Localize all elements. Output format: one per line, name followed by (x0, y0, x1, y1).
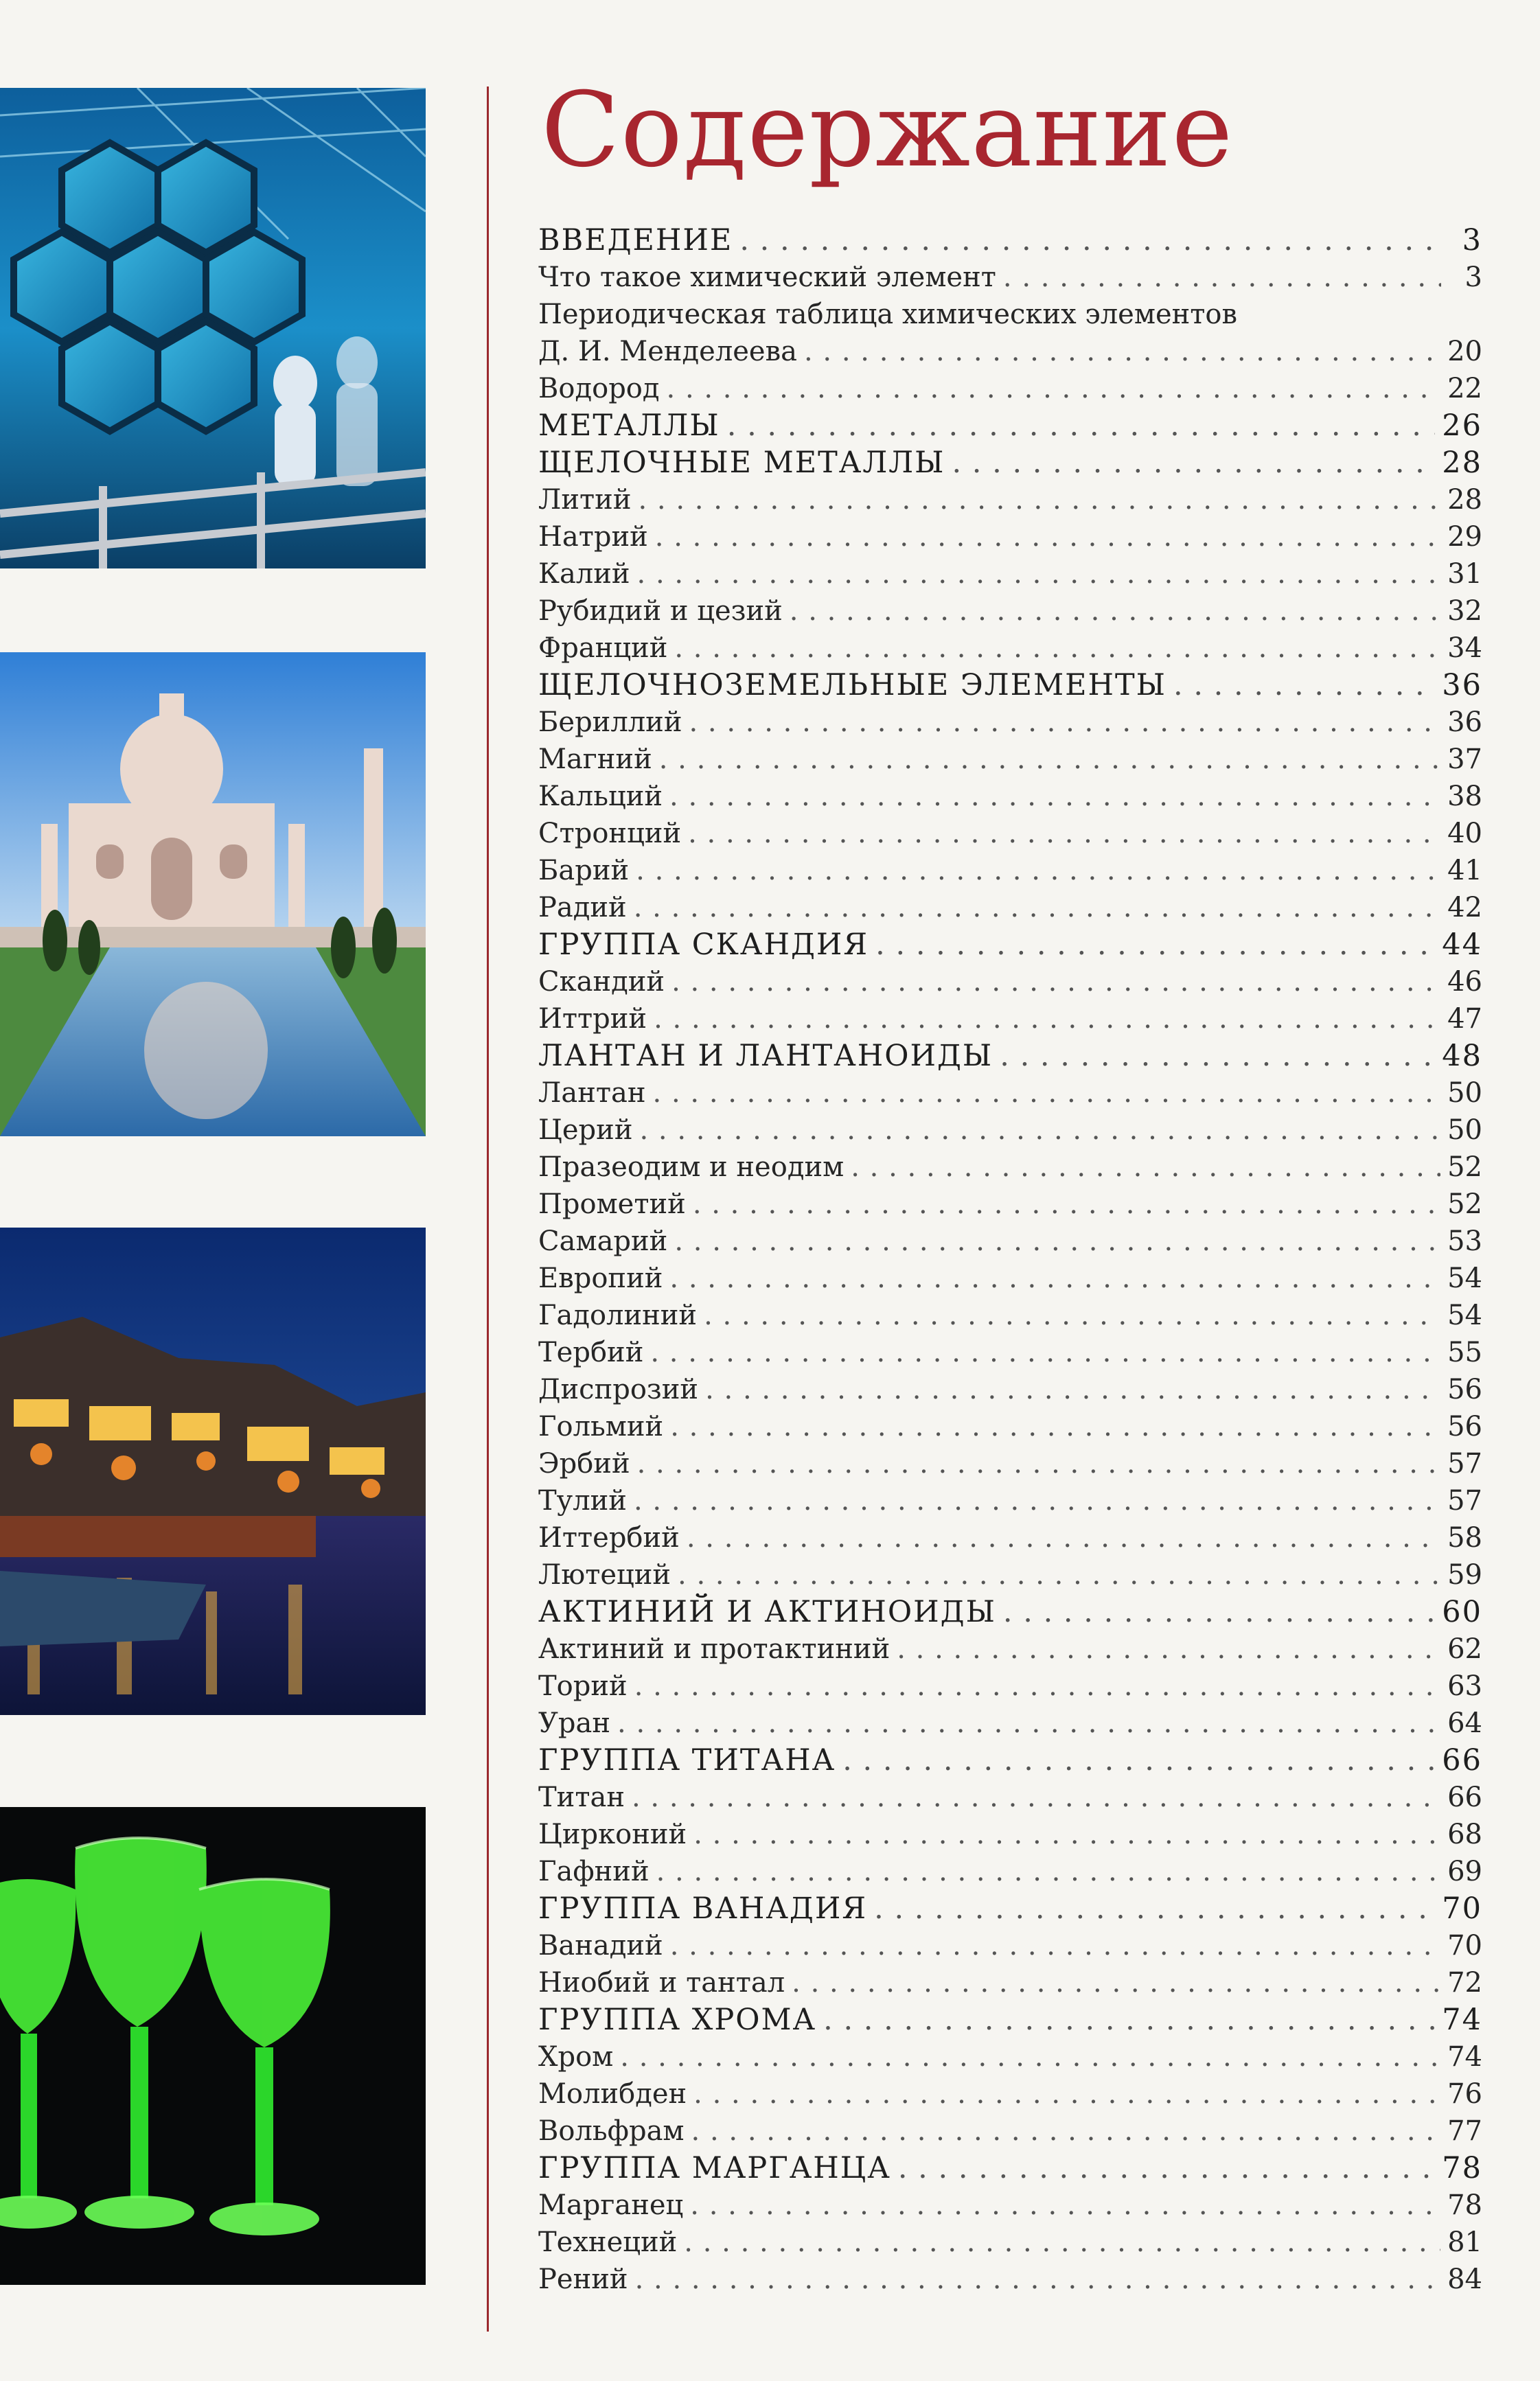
toc-page-number: 20 (1447, 336, 1482, 367)
toc-entry-label: ЩЕЛОЧНЫЕ МЕТАЛЛЫ (538, 446, 945, 480)
dot-leader (952, 444, 1435, 481)
vertical-divider-rule (487, 87, 489, 2332)
toc-entry-label: Скандий (538, 966, 665, 998)
dot-leader (1000, 1037, 1435, 1074)
taj-mahal-photo (0, 652, 426, 1136)
toc-page-number: 54 (1447, 1263, 1482, 1294)
toc-section (538, 407, 1482, 444)
dot-leader (653, 1074, 1441, 1112)
toc-entry (538, 1964, 1482, 2001)
toc-page-number: 66 (1447, 1782, 1482, 1813)
toc-page-number: 76 (1447, 2078, 1482, 2110)
toc-entry (538, 370, 1482, 407)
dot-leader (875, 926, 1435, 963)
dot-leader (674, 1223, 1440, 1260)
dot-leader (639, 481, 1441, 518)
toc-entry (538, 1631, 1482, 1668)
toc-page-number: 57 (1447, 1448, 1482, 1480)
dot-leader (1003, 259, 1441, 296)
toc-section (538, 926, 1482, 963)
uranium-glass-goblets-photo (0, 1807, 426, 2285)
toc-entry-label: Иттербий (538, 1522, 680, 1554)
dot-leader (670, 1927, 1440, 1964)
toc-entry-label: Рубидий и цезий (538, 595, 783, 627)
toc-page-number: 29 (1447, 521, 1482, 553)
dot-leader (637, 555, 1441, 593)
dot-leader (704, 1297, 1440, 1334)
toc-entry (538, 259, 1482, 296)
toc-page-number: 38 (1447, 781, 1482, 812)
toc-page-number: 28 (1447, 484, 1482, 516)
dot-leader (687, 1519, 1440, 1556)
dot-leader (1173, 667, 1435, 704)
toc-entry-label: Европий (538, 1263, 663, 1294)
toc-entry-label: ЛАНТАН И ЛАНТАНОИДЫ (538, 1039, 993, 1073)
toc-entry-label: ГРУППА ВАНАДИЯ (538, 1891, 868, 1926)
dot-leader (671, 963, 1440, 1000)
toc-entry-label: Гафний (538, 1856, 650, 1887)
toc-entry (538, 963, 1482, 1000)
dot-leader (898, 2150, 1435, 2187)
toc-entry-label: Торий (538, 1670, 628, 1702)
toc-entry-label: Иттрий (538, 1003, 647, 1035)
toc-entry-label: Калий (538, 558, 630, 590)
toc-page-number: 84 (1447, 2264, 1482, 2295)
toc-entry (538, 889, 1482, 926)
toc-entry (538, 333, 1482, 370)
toc-page-number: 77 (1447, 2115, 1482, 2147)
toc-page-number: 31 (1447, 558, 1482, 590)
table-of-contents (538, 72, 1482, 2298)
toc-page-number: 48 (1442, 1039, 1482, 1073)
dot-leader (823, 2001, 1435, 2038)
toc-entry-label: Технеций (538, 2227, 678, 2258)
toc-entry (538, 2224, 1482, 2261)
dot-leader (739, 222, 1441, 259)
toc-entry (538, 1779, 1482, 1816)
toc-page-number: 50 (1447, 1077, 1482, 1109)
toc-entry-label: Лантан (538, 1077, 646, 1109)
toc-section (538, 667, 1482, 704)
toc-page-number: 28 (1442, 446, 1482, 480)
toc-page-number: 78 (1442, 2151, 1482, 2185)
toc-entry (538, 555, 1482, 593)
toc-entry-label: Бериллий (538, 706, 682, 738)
toc-page-number: 40 (1447, 818, 1482, 849)
toc-page-number: 3 (1462, 223, 1482, 257)
toc-page-number: 55 (1447, 1337, 1482, 1368)
toc-page-number: 72 (1447, 1967, 1482, 1999)
toc-page-number: 36 (1447, 706, 1482, 738)
dot-leader (674, 630, 1440, 667)
toc-entry-label: Тербий (538, 1337, 644, 1368)
toc-entry-label: Ванадий (538, 1930, 663, 1962)
toc-entry-label: Самарий (538, 1226, 668, 1257)
toc-entry (538, 1223, 1482, 1260)
toc-page-number: 54 (1447, 1300, 1482, 1331)
page-title: Содержание (541, 71, 1234, 190)
toc-page-number: 53 (1447, 1226, 1482, 1257)
dot-leader (669, 778, 1440, 815)
telescope-mirror-segments-photo (0, 88, 426, 568)
toc-page-number: 59 (1447, 1559, 1482, 1591)
toc-entry-label: Титан (538, 1782, 625, 1813)
toc-entry (538, 1074, 1482, 1112)
toc-entry-label: ГРУППА СКАНДИЯ (538, 928, 869, 962)
dot-leader (804, 333, 1440, 370)
toc-entry (538, 1445, 1482, 1482)
toc-entry-label: МЕТАЛЛЫ (538, 409, 720, 443)
toc-entry-label: Тулий (538, 1485, 627, 1517)
toc-entry-label: Лютеций (538, 1559, 671, 1591)
dot-leader (634, 1668, 1440, 1705)
toc-entry (538, 2075, 1482, 2113)
dot-leader (617, 1705, 1440, 1742)
toc-entry-label: Эрбий (538, 1448, 630, 1480)
toc-section (538, 1594, 1482, 1631)
toc-entry-label: Гадолиний (538, 1300, 698, 1331)
dot-leader (842, 1742, 1435, 1779)
toc-entry (538, 1000, 1482, 1037)
toc-entry (538, 2187, 1482, 2224)
toc-entry (538, 2038, 1482, 2075)
toc-entry (538, 1371, 1482, 1408)
toc-entry (538, 481, 1482, 518)
dot-leader (897, 1631, 1440, 1668)
dot-leader (693, 1186, 1440, 1223)
toc-section (538, 2001, 1482, 2038)
toc-page-number: 81 (1447, 2227, 1482, 2258)
toc-entry-label: Д. И. Менделеева (538, 336, 797, 367)
toc-entry (538, 518, 1482, 555)
toc-page-number: 58 (1447, 1522, 1482, 1554)
toc-page-number: 62 (1447, 1633, 1482, 1665)
dot-leader (851, 1149, 1440, 1186)
toc-page-number: 47 (1447, 1003, 1482, 1035)
toc-page-number: 68 (1447, 1819, 1482, 1850)
toc-page-number: 3 (1464, 262, 1482, 293)
toc-page-number: 32 (1447, 595, 1482, 627)
toc-entry-label: Радий (538, 892, 627, 923)
dot-leader (691, 2113, 1441, 2150)
dot-leader (620, 2038, 1440, 2075)
toc-page-number: 56 (1447, 1411, 1482, 1442)
toc-entry (538, 1705, 1482, 1742)
toc-entry (538, 815, 1482, 852)
dot-leader (636, 852, 1440, 889)
toc-entry-label: Франций (538, 632, 668, 664)
toc-section (538, 222, 1482, 259)
toc-entry-label: ВВЕДЕНИЕ (538, 223, 733, 257)
toc-entry-label: Литий (538, 484, 632, 516)
toc-list (538, 222, 1482, 2298)
toc-entry (538, 1186, 1482, 1223)
toc-page-number: 37 (1447, 744, 1482, 775)
toc-entry (538, 741, 1482, 778)
toc-page-number: 70 (1442, 1891, 1482, 1926)
dot-leader (639, 1112, 1440, 1149)
dot-leader (1003, 1594, 1435, 1631)
toc-page-number: 46 (1447, 966, 1482, 998)
toc-section (538, 1890, 1482, 1927)
toc-entry-label: Уран (538, 1707, 611, 1739)
toc-entry-label: Ниобий и тантал (538, 1967, 785, 1999)
toc-page-number: 52 (1447, 1188, 1482, 1220)
toc-entry (538, 2113, 1482, 2150)
dot-leader (634, 1482, 1440, 1519)
toc-entry-label: Марганец (538, 2189, 684, 2221)
toc-entry-label: ГРУППА ХРОМА (538, 2003, 817, 2037)
dot-leader (689, 704, 1440, 741)
toc-entry-label: ГРУППА ТИТАНА (538, 1743, 836, 1778)
dot-leader (635, 2261, 1441, 2298)
dot-leader (670, 1408, 1440, 1445)
toc-page-number: 56 (1447, 1374, 1482, 1405)
toc-page-number: 44 (1442, 928, 1482, 962)
toc-entry-label: Магний (538, 744, 652, 775)
toc-page-number: 42 (1447, 892, 1482, 923)
dot-leader (634, 889, 1440, 926)
dot-leader (654, 1000, 1440, 1037)
toc-entry (538, 2261, 1482, 2298)
toc-entry-label: ГРУППА МАРГАНЦА (538, 2151, 891, 2185)
dot-leader (693, 2075, 1440, 2113)
toc-page-number: 66 (1442, 1743, 1482, 1778)
toc-entry (538, 1519, 1482, 1556)
toc-page-number: 52 (1447, 1151, 1482, 1183)
dot-leader (632, 1779, 1440, 1816)
toc-entry (538, 852, 1482, 889)
dot-leader (655, 518, 1440, 555)
toc-entry (538, 1556, 1482, 1594)
toc-entry (538, 1816, 1482, 1853)
toc-page-number: 63 (1447, 1670, 1482, 1702)
toc-entry-label: Водород (538, 373, 660, 404)
toc-page-number: 41 (1447, 855, 1482, 886)
toc-page-number: 64 (1447, 1707, 1482, 1739)
toc-page-number: 57 (1447, 1485, 1482, 1517)
toc-page-number: 34 (1447, 632, 1482, 664)
toc-page-number: 78 (1447, 2189, 1482, 2221)
toc-section (538, 444, 1482, 481)
toc-entry (538, 1482, 1482, 1519)
toc-page-number: 36 (1442, 668, 1482, 702)
dot-leader (637, 1445, 1440, 1482)
toc-entry-label: Диспрозий (538, 1374, 699, 1405)
toc-entry (538, 1149, 1482, 1186)
toc-entry-label: Актиний и протактиний (538, 1633, 890, 1665)
toc-entry (538, 1297, 1482, 1334)
dot-leader (727, 407, 1436, 444)
toc-entry (538, 704, 1482, 741)
toc-page-number: 74 (1442, 2003, 1482, 2037)
dot-leader (693, 1816, 1440, 1853)
toc-entry-label: Стронций (538, 818, 682, 849)
toc-entry (538, 1668, 1482, 1705)
dot-leader (684, 2224, 1440, 2261)
toc-entry (538, 1260, 1482, 1297)
toc-entry-label: Вольфрам (538, 2115, 685, 2147)
toc-entry-label: Прометий (538, 1188, 686, 1220)
toc-page-number: 60 (1442, 1595, 1482, 1629)
toc-section (538, 1037, 1482, 1074)
toc-entry-label: Молибден (538, 2078, 687, 2110)
dot-leader (688, 815, 1440, 852)
toc-entry-label: Что такое химический элемент (538, 262, 996, 293)
toc-section (538, 2150, 1482, 2187)
toc-entry (538, 296, 1482, 333)
toc-entry (538, 1334, 1482, 1371)
toc-entry (538, 630, 1482, 667)
dot-leader (650, 1334, 1440, 1371)
toc-entry-label: Барий (538, 855, 630, 886)
toc-page-number: 26 (1442, 409, 1482, 443)
dot-leader (874, 1890, 1435, 1927)
dot-leader (705, 1371, 1440, 1408)
toc-entry (538, 593, 1482, 630)
toc-entry (538, 1408, 1482, 1445)
night-riverside-town-photo (0, 1228, 426, 1715)
dot-leader (667, 370, 1441, 407)
toc-entry-label: Цирконий (538, 1819, 687, 1850)
toc-entry-label: Натрий (538, 521, 648, 553)
dot-leader (659, 741, 1440, 778)
toc-entry-label: Кальций (538, 781, 663, 812)
dot-leader (669, 1260, 1440, 1297)
toc-entry-label: Рений (538, 2264, 628, 2295)
toc-page-number: 50 (1447, 1114, 1482, 1146)
toc-entry (538, 1927, 1482, 1964)
dot-leader (792, 1964, 1440, 2001)
toc-page-number: 74 (1447, 2041, 1482, 2073)
toc-page-number: 22 (1447, 373, 1482, 404)
toc-entry (538, 1853, 1482, 1890)
toc-entry-label: Церий (538, 1114, 633, 1146)
toc-entry-label: Периодическая таблица химических элементов (538, 299, 1238, 330)
toc-page-number: 70 (1447, 1930, 1482, 1962)
toc-entry (538, 778, 1482, 815)
toc-page-number: 69 (1447, 1856, 1482, 1887)
dot-leader (656, 1853, 1440, 1890)
dot-leader (790, 593, 1440, 630)
dot-leader (678, 1556, 1440, 1594)
toc-entry-label: Хром (538, 2041, 614, 2073)
toc-entry (538, 1112, 1482, 1149)
dot-leader (690, 2187, 1440, 2224)
toc-entry-label: Празеодим и неодим (538, 1151, 844, 1183)
toc-section (538, 1742, 1482, 1779)
toc-entry-label: ЩЕЛОЧНОЗЕМЕЛЬНЫЕ ЭЛЕМЕНТЫ (538, 668, 1167, 702)
toc-entry-label: Гольмий (538, 1411, 664, 1442)
toc-entry-label: АКТИНИЙ И АКТИНОИДЫ (538, 1595, 996, 1629)
